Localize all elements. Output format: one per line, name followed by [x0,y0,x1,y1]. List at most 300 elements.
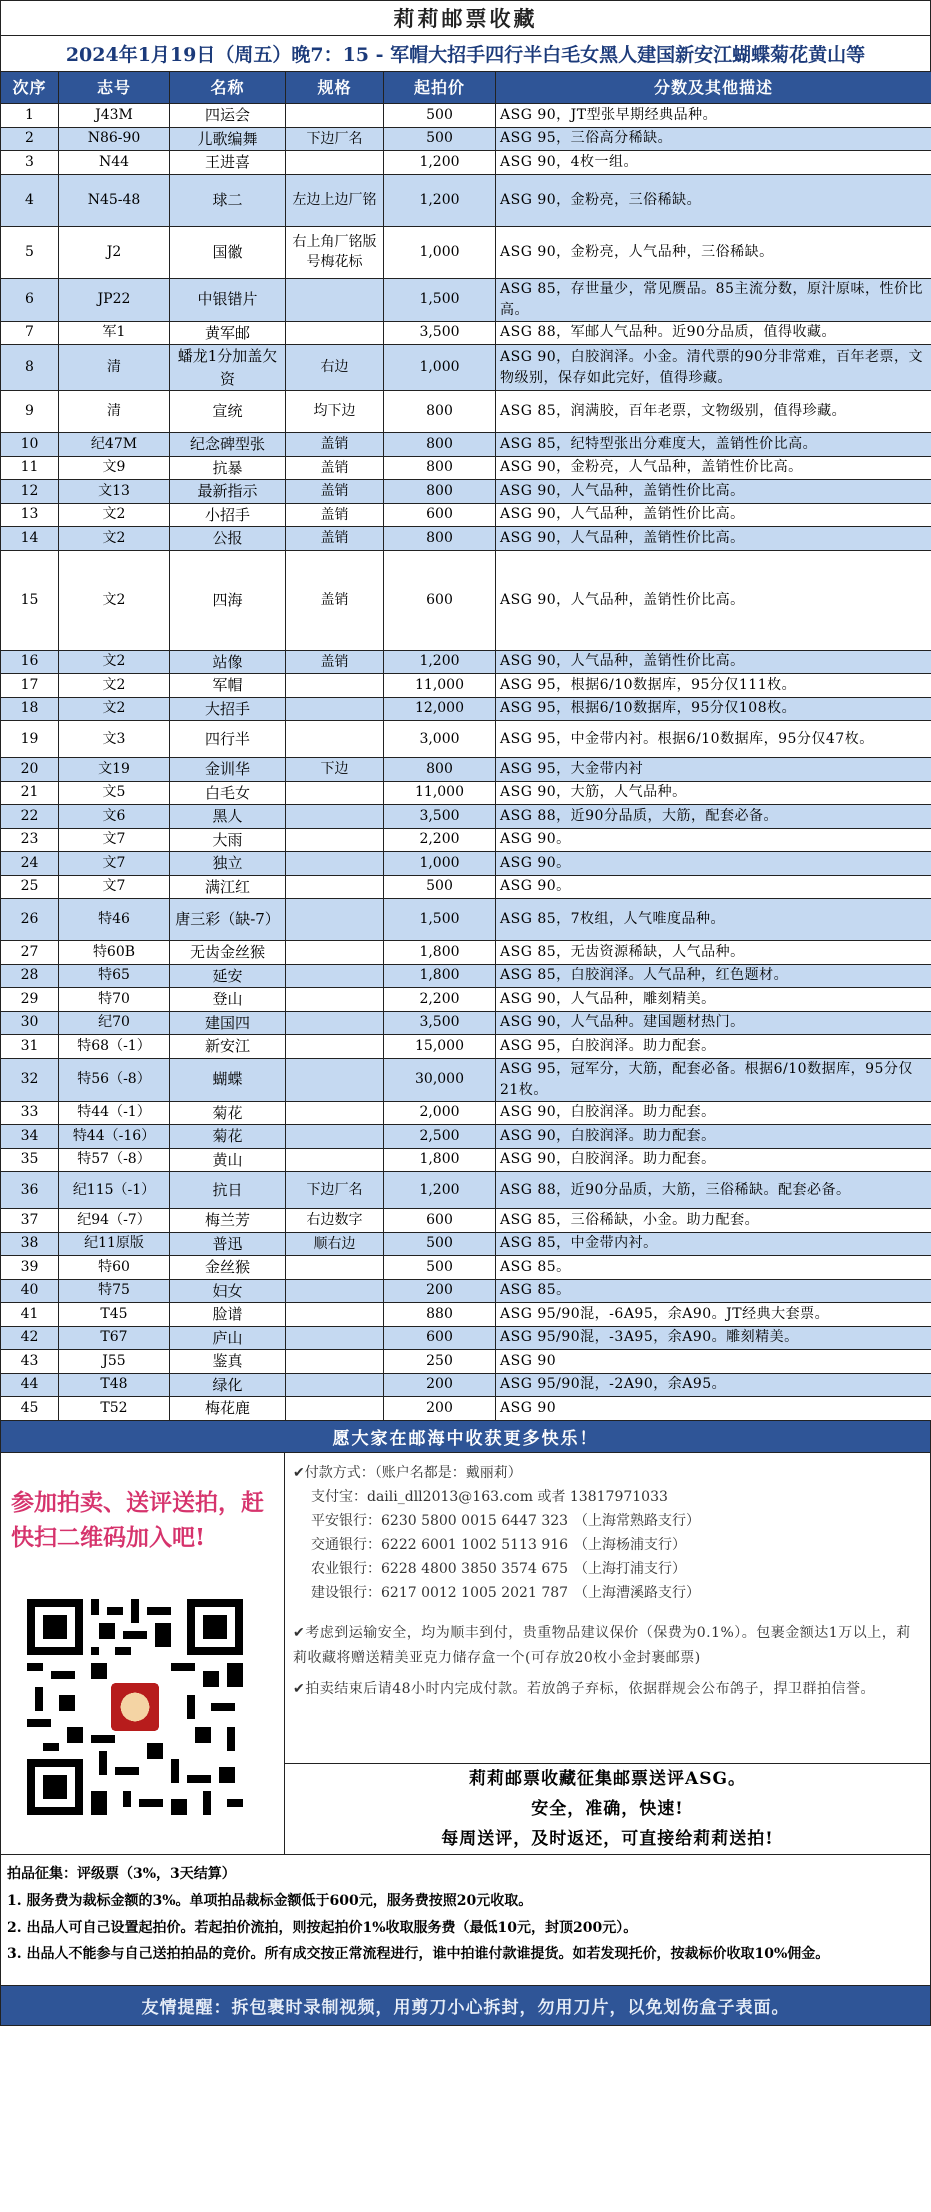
col-header-desc: 分数及其他描述 [496,72,931,104]
cell-description: ASG 90，金粉亮，人气品种，盖销性价比高。 [496,456,931,480]
cell-description: ASG 90，白胶润泽。小金。清代票的90分非常难，百年老票，文物级别，保存如此完好，值得珍藏。 [496,345,931,391]
bank-name: 交通银行： [311,1536,381,1553]
cell-stamp-name: 国徽 [170,226,286,278]
cell-lot-number: 18 [1,697,59,721]
cell-catalog-code: 文2 [59,674,170,698]
cell-start-price: 200 [384,1373,496,1397]
cell-spec [286,1373,384,1397]
cell-catalog-code: 军1 [59,321,170,345]
promo-text: 参加拍卖、送评送拍，赶快扫二维码加入吧! [11,1488,264,1552]
bank-branch: （上海打浦支行） [574,1560,687,1577]
table-row [1,433,931,457]
auction-subtitle: 2024年1月19日（周五）晚7：15 - 军帽大招手四行半白毛女黑人建国新安江蝴蝶菊花黄山等 [0,35,931,71]
cell-start-price: 3,000 [384,721,496,758]
table-row [1,1256,931,1280]
cell-start-price: 2,200 [384,988,496,1012]
table-row [1,226,931,278]
cell-stamp-name: 新安江 [170,1035,286,1059]
cell-catalog-code: 特44（-1） [59,1101,170,1125]
cell-stamp-name: 大招手 [170,697,286,721]
cell-spec [286,697,384,721]
cell-spec [286,1279,384,1303]
cell-lot-number: 40 [1,1279,59,1303]
bank-line [293,1557,922,1581]
cell-lot-number: 17 [1,674,59,698]
cell-lot-number: 36 [1,1172,59,1209]
cell-stamp-name: 中银错片 [170,278,286,321]
cell-stamp-name: 唐三彩（缺-7） [170,899,286,941]
cell-start-price: 1,200 [384,151,496,175]
cell-spec: 右上角厂铭版号梅花标 [286,226,384,278]
cell-catalog-code: T67 [59,1326,170,1350]
table-row [1,550,931,650]
bank-name: 建设银行： [311,1584,381,1601]
cell-spec: 盖销 [286,503,384,527]
cell-catalog-code: 纪47M [59,433,170,457]
cell-lot-number: 25 [1,875,59,899]
alipay-line [293,1485,922,1509]
cell-spec [286,1350,384,1374]
cell-lot-number: 35 [1,1148,59,1172]
cell-catalog-code: 纪115（-1） [59,1172,170,1209]
cell-spec: 盖销 [286,480,384,504]
table-row [1,1209,931,1233]
cell-spec [286,1101,384,1125]
cell-spec: 左边上边厂铭 [286,174,384,226]
cell-catalog-code: 文7 [59,875,170,899]
cell-description: ASG 90，白胶润泽。助力配套。 [496,1125,931,1149]
bank-line [293,1581,922,1605]
cell-stamp-name: 无齿金丝猴 [170,941,286,965]
cell-spec [286,721,384,758]
table-row [1,1326,931,1350]
cell-catalog-code: 特60B [59,941,170,965]
cell-lot-number: 15 [1,550,59,650]
table-row [1,1303,931,1327]
cell-catalog-code: 文19 [59,758,170,782]
cell-description: ASG 85，存世量少，常见赝品。85主流分数，原汁原味，性价比高。 [496,278,931,321]
cell-start-price: 30,000 [384,1058,496,1101]
cell-start-price: 2,500 [384,1125,496,1149]
cell-lot-number: 11 [1,456,59,480]
cell-lot-number: 19 [1,721,59,758]
cell-description: ASG 90，人气品种，盖销性价比高。 [496,480,931,504]
col-header-spec: 规格 [286,72,384,104]
bank-account[interactable]: 6222 6001 1002 5113 916 [381,1536,569,1553]
cell-stamp-name: 延安 [170,964,286,988]
cell-spec: 盖销 [286,650,384,674]
cell-stamp-name: 公报 [170,527,286,551]
cell-lot-number: 37 [1,1209,59,1233]
cell-spec: 下边 [286,758,384,782]
cell-start-price: 1,000 [384,226,496,278]
cell-start-price: 12,000 [384,697,496,721]
table-row [1,480,931,504]
cell-description: ASG 95/90混，-3A95，余A90。雕刻精美。 [496,1326,931,1350]
cell-lot-number: 27 [1,941,59,965]
cell-spec [286,1125,384,1149]
shipping-note: ✔考虑到运输安全，均为顺丰到付，贵重物品建议保价（保费为0.1%）。包裹金额达1万以上，莉莉收藏将赠送精美亚克力储存盒一个(可存放20枚小金封裹邮票) [293,1624,911,1666]
cell-spec [286,104,384,128]
table-row [1,127,931,151]
cell-spec: 右边 [286,345,384,391]
cell-stamp-name: 登山 [170,988,286,1012]
cell-stamp-name: 脸谱 [170,1303,286,1327]
cell-start-price: 1,800 [384,964,496,988]
cell-stamp-name: 黄军邮 [170,321,286,345]
cell-stamp-name: 王进喜 [170,151,286,175]
payment-column [285,1453,930,1854]
cell-stamp-name: 蟠龙1分加盖欠资 [170,345,286,391]
fees-section [0,1855,931,1986]
cell-spec: 顺右边 [286,1232,384,1256]
cell-description: ASG 95，白胶润泽。助力配套。 [496,1035,931,1059]
cell-lot-number: 43 [1,1350,59,1374]
cell-stamp-name: 四海 [170,550,286,650]
cell-catalog-code: 特46 [59,899,170,941]
table-row [1,674,931,698]
table-row [1,104,931,128]
cell-spec [286,899,384,941]
cell-description: ASG 85，中金带内衬。 [496,1232,931,1256]
cell-start-price: 3,500 [384,321,496,345]
table-row [1,391,931,433]
cell-start-price: 500 [384,104,496,128]
cell-lot-number: 44 [1,1373,59,1397]
cell-description: ASG 85，7枚组，人气唯度品种。 [496,899,931,941]
cell-start-price: 2,200 [384,828,496,852]
table-row [1,1035,931,1059]
cell-description: ASG 85，三俗稀缺，小金。助力配套。 [496,1209,931,1233]
cell-start-price: 500 [384,1232,496,1256]
cell-stamp-name: 金丝猴 [170,1256,286,1280]
cell-start-price: 250 [384,1350,496,1374]
cell-lot-number: 4 [1,174,59,226]
cell-lot-number: 2 [1,127,59,151]
cell-spec [286,151,384,175]
cell-stamp-name: 绿化 [170,1373,286,1397]
cell-catalog-code: N86-90 [59,127,170,151]
table-row [1,852,931,876]
cell-start-price: 600 [384,550,496,650]
cell-spec [286,988,384,1012]
cell-stamp-name: 儿歌编舞 [170,127,286,151]
cell-description: ASG 88，近90分品质，大筋，配套必备。 [496,805,931,829]
cell-description: ASG 90。 [496,828,931,852]
cell-start-price: 200 [384,1279,496,1303]
cell-description: ASG 90，金粉亮，三俗稀缺。 [496,174,931,226]
cell-spec [286,1148,384,1172]
col-header-name: 名称 [170,72,286,104]
promo-panel [1,1453,285,1854]
bank-account[interactable]: 6230 5800 0015 6447 323 [381,1512,569,1529]
cell-lot-number: 12 [1,480,59,504]
cell-description: ASG 90，4枚一组。 [496,151,931,175]
cell-catalog-code: 文2 [59,550,170,650]
cell-description: ASG 90，人气品种。建国题材热门。 [496,1011,931,1035]
bank-account[interactable]: 6228 4800 3850 3574 675 [381,1560,569,1577]
cell-catalog-code: N45-48 [59,174,170,226]
cell-catalog-code: T45 [59,1303,170,1327]
cell-stamp-name: 宣统 [170,391,286,433]
payment-heading: ✔付款方式：（账户名都是：戴丽莉） [293,1464,522,1481]
cell-lot-number: 23 [1,828,59,852]
cell-stamp-name: 黑人 [170,805,286,829]
table-row [1,828,931,852]
cell-stamp-name: 独立 [170,852,286,876]
cell-catalog-code: 特70 [59,988,170,1012]
payment-info [285,1453,930,1764]
cell-spec [286,875,384,899]
cell-spec: 下边厂名 [286,1172,384,1209]
cell-stamp-name: 四行半 [170,721,286,758]
cell-catalog-code: 特57（-8） [59,1148,170,1172]
cell-description: ASG 90，金粉亮，人气品种，三俗稀缺。 [496,226,931,278]
payment-deadline-note: ✔拍卖结束后请48小时内完成付款。若放鸽子弃标，依据群规会公布鸽子，捍卫群拍信誉。 [293,1680,876,1697]
cell-description: ASG 95，冠军分，大筋，配套必备。根据6/10数据库，95分仅21枚。 [496,1058,931,1101]
cell-spec: 盖销 [286,433,384,457]
cell-spec [286,852,384,876]
cell-catalog-code: J43M [59,104,170,128]
cell-description: ASG 95，大金带内衬 [496,758,931,782]
cell-start-price: 11,000 [384,781,496,805]
cell-lot-number: 9 [1,391,59,433]
table-header-row [1,72,931,104]
table-row [1,941,931,965]
fees-item-3: 3. 出品人不能参与自己送拍拍品的竞价。所有成交按正常流程进行，谁中拍谁付款谁提货。如若发现托价，按裁标价收取10%佣金。 [7,1945,830,1962]
cell-stamp-name: 白毛女 [170,781,286,805]
cell-start-price: 600 [384,1326,496,1350]
cell-start-price: 880 [384,1303,496,1327]
cell-lot-number: 6 [1,278,59,321]
col-header-no: 次序 [1,72,59,104]
cell-stamp-name: 小招手 [170,503,286,527]
cell-start-price: 500 [384,127,496,151]
cell-description: ASG 95，中金带内衬。根据6/10数据库，95分仅47枚。 [496,721,931,758]
alipay-account[interactable]: daili_dll2013@163.com 或者 13817971033 [367,1488,668,1505]
table-row [1,1397,931,1421]
cell-start-price: 800 [384,480,496,504]
cell-start-price: 800 [384,527,496,551]
cell-lot-number: 28 [1,964,59,988]
bank-line [293,1509,922,1533]
table-row [1,527,931,551]
cell-lot-number: 31 [1,1035,59,1059]
cell-stamp-name: 建国四 [170,1011,286,1035]
cell-spec [286,1397,384,1421]
cell-stamp-name: 普迅 [170,1232,286,1256]
cell-description: ASG 90 [496,1397,931,1421]
cell-start-price: 15,000 [384,1035,496,1059]
cell-spec: 盖销 [286,550,384,650]
table-row [1,503,931,527]
cell-spec [286,1256,384,1280]
cell-stamp-name: 梅兰芳 [170,1209,286,1233]
reminder-banner: 友情提醒：拆包裹时录制视频，用剪刀小心拆封，勿用刀片，以免划伤盒子表面。 [0,1986,931,2026]
cell-stamp-name: 球二 [170,174,286,226]
cell-description: ASG 95/90混，-6A95，余A90。JT经典大套票。 [496,1303,931,1327]
cell-catalog-code: 文2 [59,527,170,551]
lots-table [0,71,931,1421]
table-row [1,151,931,175]
bank-branch: （上海杨浦支行） [574,1536,687,1553]
table-row [1,1148,931,1172]
cell-stamp-name: 黄山 [170,1148,286,1172]
slogan-panel [285,1764,930,1854]
cell-lot-number: 16 [1,650,59,674]
cell-start-price: 600 [384,1209,496,1233]
cell-start-price: 1,800 [384,1148,496,1172]
table-row [1,875,931,899]
table-row [1,1101,931,1125]
cell-catalog-code: 特65 [59,964,170,988]
cell-stamp-name: 蝴蝶 [170,1058,286,1101]
table-row [1,988,931,1012]
cell-lot-number: 26 [1,899,59,941]
bank-account[interactable]: 6217 0012 1005 2021 787 [381,1584,569,1601]
cell-stamp-name: 满江红 [170,875,286,899]
cell-description: ASG 90，白胶润泽。助力配套。 [496,1148,931,1172]
cell-lot-number: 1 [1,104,59,128]
cell-catalog-code: 文7 [59,828,170,852]
cell-start-price: 1,200 [384,650,496,674]
cell-lot-number: 8 [1,345,59,391]
cell-lot-number: 45 [1,1397,59,1421]
cell-lot-number: 34 [1,1125,59,1149]
cell-stamp-name: 抗日 [170,1172,286,1209]
table-row [1,1232,931,1256]
cell-description: ASG 95，三俗高分稀缺。 [496,127,931,151]
cell-stamp-name: 妇女 [170,1279,286,1303]
cell-catalog-code: 文2 [59,697,170,721]
slogan-line-2: 安全，准确，快速! [531,1798,684,1819]
page-title: 莉莉邮票收藏 [0,0,931,35]
cell-description: ASG 85。 [496,1279,931,1303]
cell-start-price: 1,200 [384,1172,496,1209]
cell-spec: 下边厂名 [286,127,384,151]
table-row [1,1125,931,1149]
cell-description: ASG 90，人气品种，雕刻精美。 [496,988,931,1012]
cell-spec: 右边数字 [286,1209,384,1233]
cell-lot-number: 5 [1,226,59,278]
cell-stamp-name: 军帽 [170,674,286,698]
cell-start-price: 800 [384,433,496,457]
table-row [1,721,931,758]
cell-catalog-code: JP22 [59,278,170,321]
cell-stamp-name: 大雨 [170,828,286,852]
cell-lot-number: 7 [1,321,59,345]
cell-start-price: 3,500 [384,805,496,829]
cell-description: ASG 90，大筋，人气品种。 [496,781,931,805]
cell-start-price: 1,000 [384,852,496,876]
cell-description: ASG 90。 [496,875,931,899]
cell-start-price: 1,500 [384,899,496,941]
cell-catalog-code: 特56（-8） [59,1058,170,1101]
cell-start-price: 3,500 [384,1011,496,1035]
cell-start-price: 1,000 [384,345,496,391]
cell-lot-number: 30 [1,1011,59,1035]
cell-stamp-name: 纪念碑型张 [170,433,286,457]
cell-stamp-name: 四运会 [170,104,286,128]
cell-catalog-code: 文6 [59,805,170,829]
cell-description: ASG 88，军邮人气品种。近90分品质，值得收藏。 [496,321,931,345]
bank-branch: （上海常熟路支行） [574,1512,701,1529]
cell-stamp-name: 庐山 [170,1326,286,1350]
cell-start-price: 800 [384,391,496,433]
cell-catalog-code: 特60 [59,1256,170,1280]
cell-start-price: 800 [384,758,496,782]
cell-spec [286,964,384,988]
cell-catalog-code: 特44（-16） [59,1125,170,1149]
cell-catalog-code: 特68（-1） [59,1035,170,1059]
cell-start-price: 800 [384,456,496,480]
cell-stamp-name: 抗暴 [170,456,286,480]
bank-name: 农业银行： [311,1560,381,1577]
cell-start-price: 1,800 [384,941,496,965]
cell-start-price: 1,500 [384,278,496,321]
cell-catalog-code: 纪11原版 [59,1232,170,1256]
table-row [1,321,931,345]
cell-lot-number: 21 [1,781,59,805]
cell-description: ASG 85，白胶润泽。人气品种，红色题材。 [496,964,931,988]
table-row [1,758,931,782]
slogan-line-3: 每周送评，及时返还，可直接给莉莉送拍! [441,1828,774,1849]
cell-lot-number: 22 [1,805,59,829]
cell-catalog-code: 特75 [59,1279,170,1303]
cell-spec [286,781,384,805]
cell-lot-number: 13 [1,503,59,527]
cell-lot-number: 3 [1,151,59,175]
qr-code-image[interactable] [19,1591,251,1823]
cell-description: ASG 95，根据6/10数据库，95分仅111枚。 [496,674,931,698]
cell-stamp-name: 最新指示 [170,480,286,504]
wish-banner: 愿大家在邮海中收获更多快乐！ [0,1421,931,1453]
alipay-label: 支付宝： [311,1488,367,1505]
cell-catalog-code: J2 [59,226,170,278]
table-row [1,964,931,988]
cell-lot-number: 10 [1,433,59,457]
cell-stamp-name: 金训华 [170,758,286,782]
table-row [1,781,931,805]
bank-name: 平安银行： [311,1512,381,1529]
cell-spec [286,1011,384,1035]
cell-catalog-code: N44 [59,151,170,175]
cell-start-price: 1,200 [384,174,496,226]
cell-stamp-name: 菊花 [170,1101,286,1125]
bank-branch: （上海漕溪路支行） [574,1584,701,1601]
cell-spec [286,941,384,965]
table-row [1,899,931,941]
cell-description: ASG 90，人气品种，盖销性价比高。 [496,550,931,650]
cell-lot-number: 20 [1,758,59,782]
bank-line [293,1533,922,1557]
col-header-code: 志号 [59,72,170,104]
cell-spec: 盖销 [286,527,384,551]
cell-lot-number: 38 [1,1232,59,1256]
bank-list [293,1509,922,1605]
cell-description: ASG 90，人气品种，盖销性价比高。 [496,503,931,527]
cell-description: ASG 88，近90分品质，大筋，三俗稀缺。配套必备。 [496,1172,931,1209]
cell-lot-number: 14 [1,527,59,551]
cell-description: ASG 90 [496,1350,931,1374]
cell-catalog-code: 文2 [59,503,170,527]
cell-start-price: 500 [384,1256,496,1280]
cell-catalog-code: J55 [59,1350,170,1374]
cell-description: ASG 90，白胶润泽。助力配套。 [496,1101,931,1125]
cell-catalog-code: 文13 [59,480,170,504]
cell-start-price: 600 [384,503,496,527]
cell-lot-number: 24 [1,852,59,876]
